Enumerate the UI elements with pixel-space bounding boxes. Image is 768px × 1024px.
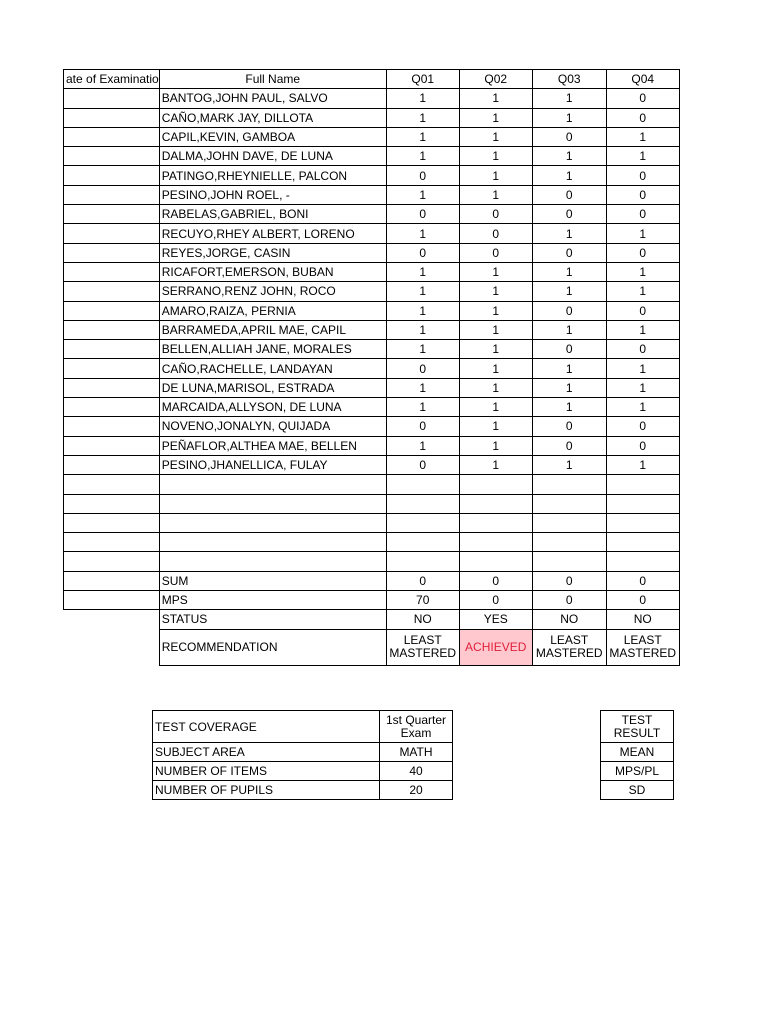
blank-cell (64, 629, 160, 665)
recommendation-q01[interactable]: LEAST MASTERED (386, 629, 459, 665)
header-date[interactable]: ate of Examinatio (64, 70, 160, 89)
student-row (64, 127, 680, 146)
score-q03[interactable]: 1 (532, 147, 606, 166)
cell[interactable] (532, 513, 606, 532)
student-name[interactable]: BARRAMEDA,APRIL MAE, CAPIL (159, 320, 386, 339)
score-q04[interactable]: 0 (606, 185, 679, 204)
student-row (64, 224, 680, 243)
status-q03[interactable]: NO (532, 610, 606, 629)
score-q03[interactable]: 0 (532, 436, 606, 455)
student-name[interactable]: BELLEN,ALLIAH JANE, MORALES (159, 340, 386, 359)
sum-q04[interactable]: 0 (606, 571, 679, 590)
score-q03[interactable]: 1 (532, 359, 606, 378)
score-q04[interactable]: 0 (606, 89, 679, 108)
date-cell[interactable] (64, 243, 160, 262)
date-cell[interactable] (64, 205, 160, 224)
student-row (64, 301, 680, 320)
mps-label[interactable]: MPS (159, 591, 386, 610)
score-q03[interactable]: 1 (532, 262, 606, 281)
empty-row (64, 494, 680, 513)
score-q01[interactable]: 1 (386, 436, 459, 455)
sum-row (64, 571, 680, 590)
student-row (64, 262, 680, 281)
score-q03[interactable]: 0 (532, 243, 606, 262)
score-q02[interactable]: 1 (459, 89, 532, 108)
cell[interactable] (459, 552, 532, 571)
score-q01[interactable]: 1 (386, 301, 459, 320)
date-cell[interactable] (64, 166, 160, 185)
score-q04[interactable]: 1 (606, 455, 679, 474)
student-name[interactable]: AMARO,RAIZA, PERNIA (159, 301, 386, 320)
score-q03[interactable]: 1 (532, 166, 606, 185)
student-name[interactable]: DE LUNA,MARISOL, ESTRADA (159, 378, 386, 397)
student-name[interactable]: RICAFORT,EMERSON, BUBAN (159, 262, 386, 281)
score-q03[interactable]: 1 (532, 378, 606, 397)
score-q02[interactable]: 1 (459, 262, 532, 281)
cell[interactable] (159, 552, 386, 571)
date-cell[interactable] (64, 359, 160, 378)
number-of-items-label[interactable]: NUMBER OF ITEMS (153, 762, 380, 781)
student-row (64, 108, 680, 127)
score-q01[interactable]: 1 (386, 320, 459, 339)
student-row (64, 320, 680, 339)
student-row (64, 455, 680, 474)
score-q02[interactable]: 1 (459, 455, 532, 474)
header-full-name[interactable]: Full Name (159, 70, 386, 89)
student-row (64, 89, 680, 108)
student-name[interactable]: CAÑO,MARK JAY, DILLOTA (159, 108, 386, 127)
student-name[interactable]: PESINO,JOHN ROEL, - (159, 185, 386, 204)
cell[interactable] (386, 494, 459, 513)
date-cell[interactable] (64, 185, 160, 204)
cell[interactable] (459, 513, 532, 532)
mps-row (64, 591, 680, 610)
date-cell[interactable] (64, 262, 160, 281)
result-header-row (601, 711, 674, 743)
date-cell[interactable] (64, 455, 160, 474)
cell[interactable] (606, 533, 679, 552)
status-q04[interactable]: NO (606, 610, 679, 629)
score-q04[interactable]: 1 (606, 224, 679, 243)
cell[interactable] (159, 513, 386, 532)
item-analysis-table (63, 69, 680, 666)
mean-label[interactable]: MEAN (601, 743, 674, 762)
score-q01[interactable]: 1 (386, 108, 459, 127)
test-result-header[interactable]: TEST RESULT (601, 711, 674, 743)
subject-row (153, 743, 453, 762)
cell[interactable] (386, 475, 459, 494)
cell[interactable] (64, 533, 160, 552)
score-q02[interactable]: 1 (459, 282, 532, 301)
student-row (64, 340, 680, 359)
score-q02[interactable]: 0 (459, 205, 532, 224)
score-q03[interactable]: 1 (532, 282, 606, 301)
pupils-row (153, 781, 453, 800)
score-q04[interactable]: 0 (606, 205, 679, 224)
header-q03[interactable]: Q03 (532, 70, 606, 89)
date-cell[interactable] (64, 89, 160, 108)
cell[interactable] (64, 475, 160, 494)
sd-label[interactable]: SD (601, 781, 674, 800)
student-name[interactable]: PESINO,JHANELLICA, FULAY (159, 455, 386, 474)
date-cell[interactable] (64, 378, 160, 397)
score-q03[interactable]: 1 (532, 89, 606, 108)
recommendation-q02[interactable]: ACHIEVED (459, 629, 532, 665)
cell[interactable] (64, 552, 160, 571)
date-cell[interactable] (64, 108, 160, 127)
mps-pl-row (601, 762, 674, 781)
score-q01[interactable]: 0 (386, 243, 459, 262)
score-q04[interactable]: 1 (606, 147, 679, 166)
recommendation-row (64, 629, 680, 665)
student-name[interactable]: RECUYO,RHEY ALBERT, LORENO (159, 224, 386, 243)
subject-area-value[interactable]: MATH (380, 743, 453, 762)
status-label[interactable]: STATUS (159, 610, 386, 629)
score-q02[interactable]: 1 (459, 436, 532, 455)
score-q01[interactable]: 1 (386, 185, 459, 204)
date-cell[interactable] (64, 398, 160, 417)
score-q01[interactable]: 0 (386, 417, 459, 436)
header-q04[interactable]: Q04 (606, 70, 679, 89)
score-q02[interactable]: 1 (459, 398, 532, 417)
date-cell[interactable] (64, 320, 160, 339)
score-q01[interactable]: 1 (386, 378, 459, 397)
cell[interactable] (159, 533, 386, 552)
mean-row (601, 743, 674, 762)
recommendation-label[interactable]: RECOMMENDATION (159, 629, 386, 665)
student-name[interactable]: RABELAS,GABRIEL, BONI (159, 205, 386, 224)
score-q01[interactable]: 1 (386, 127, 459, 146)
score-q01[interactable]: 1 (386, 224, 459, 243)
number-of-items-value[interactable]: 40 (380, 762, 453, 781)
score-q04[interactable]: 1 (606, 127, 679, 146)
cell[interactable] (64, 513, 160, 532)
sum-label[interactable]: SUM (159, 571, 386, 590)
cell[interactable] (606, 475, 679, 494)
student-row (64, 359, 680, 378)
student-name[interactable]: DALMA,JOHN DAVE, DE LUNA (159, 147, 386, 166)
student-row (64, 282, 680, 301)
items-row (153, 762, 453, 781)
header-row (64, 70, 680, 89)
score-q04[interactable]: 0 (606, 301, 679, 320)
date-cell[interactable] (64, 417, 160, 436)
header-q01[interactable]: Q01 (386, 70, 459, 89)
score-q02[interactable]: 1 (459, 127, 532, 146)
score-q03[interactable]: 0 (532, 301, 606, 320)
score-q04[interactable]: 1 (606, 378, 679, 397)
mps-q02[interactable]: 0 (459, 591, 532, 610)
date-cell[interactable] (64, 147, 160, 166)
student-rows (64, 89, 680, 475)
student-name[interactable]: PATINGO,RHEYNIELLE, PALCON (159, 166, 386, 185)
mps-q01[interactable]: 70 (386, 591, 459, 610)
score-q02[interactable]: 1 (459, 320, 532, 339)
score-q02[interactable]: 1 (459, 185, 532, 204)
date-cell[interactable] (64, 282, 160, 301)
mps-pl-label[interactable]: MPS/PL (601, 762, 674, 781)
cell[interactable] (532, 494, 606, 513)
header-q02[interactable]: Q02 (459, 70, 532, 89)
student-name[interactable]: PEÑAFLOR,ALTHEA MAE, BELLEN (159, 436, 386, 455)
student-row (64, 378, 680, 397)
score-q03[interactable]: 0 (532, 340, 606, 359)
test-coverage-value[interactable]: 1st Quarter Exam (380, 711, 453, 743)
student-name[interactable]: SERRANO,RENZ JOHN, ROCO (159, 282, 386, 301)
cell[interactable] (459, 533, 532, 552)
empty-row (64, 552, 680, 571)
status-row (64, 610, 680, 629)
number-of-pupils-value[interactable]: 20 (380, 781, 453, 800)
student-name[interactable]: NOVENO,JONALYN, QUIJADA (159, 417, 386, 436)
score-q01[interactable]: 1 (386, 398, 459, 417)
score-q04[interactable]: 0 (606, 108, 679, 127)
score-q03[interactable]: 1 (532, 224, 606, 243)
date-cell[interactable] (64, 301, 160, 320)
score-q04[interactable]: 0 (606, 243, 679, 262)
sum-q03[interactable]: 0 (532, 571, 606, 590)
status-q01[interactable]: NO (386, 610, 459, 629)
status-q02[interactable]: YES (459, 610, 532, 629)
cell[interactable] (159, 494, 386, 513)
empty-row (64, 513, 680, 532)
score-q04[interactable]: 0 (606, 417, 679, 436)
test-coverage-table (152, 710, 453, 800)
test-result-table (600, 710, 674, 800)
student-row (64, 205, 680, 224)
mps-q04[interactable]: 0 (606, 591, 679, 610)
score-q04[interactable]: 0 (606, 436, 679, 455)
score-q02[interactable]: 1 (459, 301, 532, 320)
cell[interactable] (386, 552, 459, 571)
student-name[interactable]: BANTOG,JOHN PAUL, SALVO (159, 89, 386, 108)
student-row (64, 147, 680, 166)
cell[interactable] (386, 533, 459, 552)
student-name[interactable]: CAÑO,RACHELLE, LANDAYAN (159, 359, 386, 378)
cell[interactable] (64, 591, 160, 610)
score-q01[interactable]: 1 (386, 340, 459, 359)
score-q01[interactable]: 1 (386, 147, 459, 166)
score-q03[interactable]: 0 (532, 185, 606, 204)
number-of-pupils-label[interactable]: NUMBER OF PUPILS (153, 781, 380, 800)
score-q03[interactable]: 1 (532, 398, 606, 417)
cell[interactable] (459, 475, 532, 494)
cell[interactable] (459, 494, 532, 513)
score-q02[interactable]: 1 (459, 378, 532, 397)
score-q01[interactable]: 0 (386, 166, 459, 185)
cell[interactable] (606, 513, 679, 532)
score-q02[interactable]: 1 (459, 359, 532, 378)
score-q04[interactable]: 0 (606, 166, 679, 185)
score-q01[interactable]: 0 (386, 455, 459, 474)
date-cell[interactable] (64, 224, 160, 243)
student-row (64, 436, 680, 455)
test-coverage-label[interactable]: TEST COVERAGE (153, 711, 380, 743)
score-q03[interactable]: 1 (532, 320, 606, 339)
sd-row (601, 781, 674, 800)
cell[interactable] (532, 552, 606, 571)
score-q04[interactable]: 0 (606, 340, 679, 359)
empty-row (64, 533, 680, 552)
student-name[interactable]: REYES,JORGE, CASIN (159, 243, 386, 262)
score-q04[interactable]: 1 (606, 320, 679, 339)
coverage-row (153, 711, 453, 743)
score-q02[interactable]: 0 (459, 224, 532, 243)
student-row (64, 243, 680, 262)
cell[interactable] (159, 475, 386, 494)
recommendation-q04[interactable]: LEAST MASTERED (606, 629, 679, 665)
score-q02[interactable]: 1 (459, 108, 532, 127)
cell[interactable] (532, 475, 606, 494)
score-q03[interactable]: 1 (532, 455, 606, 474)
score-q01[interactable]: 1 (386, 282, 459, 301)
score-q02[interactable]: 1 (459, 147, 532, 166)
blank-cell (64, 610, 160, 629)
score-q02[interactable]: 1 (459, 417, 532, 436)
cell[interactable] (386, 513, 459, 532)
student-name[interactable]: CAPIL,KEVIN, GAMBOA (159, 127, 386, 146)
cell[interactable] (606, 552, 679, 571)
score-q03[interactable]: 1 (532, 108, 606, 127)
mps-q03[interactable]: 0 (532, 591, 606, 610)
score-q01[interactable]: 1 (386, 262, 459, 281)
student-row (64, 417, 680, 436)
sum-q01[interactable]: 0 (386, 571, 459, 590)
date-cell[interactable] (64, 436, 160, 455)
score-q04[interactable]: 1 (606, 282, 679, 301)
date-cell[interactable] (64, 340, 160, 359)
cell[interactable] (64, 494, 160, 513)
student-row (64, 166, 680, 185)
score-q03[interactable]: 0 (532, 417, 606, 436)
score-q04[interactable]: 1 (606, 398, 679, 417)
score-q01[interactable]: 0 (386, 205, 459, 224)
score-q04[interactable]: 1 (606, 262, 679, 281)
sum-q02[interactable]: 0 (459, 571, 532, 590)
recommendation-q03[interactable]: LEAST MASTERED (532, 629, 606, 665)
score-q01[interactable]: 0 (386, 359, 459, 378)
student-name[interactable]: MARCAIDA,ALLYSON, DE LUNA (159, 398, 386, 417)
score-q02[interactable]: 1 (459, 340, 532, 359)
cell[interactable] (532, 533, 606, 552)
cell[interactable] (606, 494, 679, 513)
student-row (64, 185, 680, 204)
score-q03[interactable]: 0 (532, 127, 606, 146)
empty-row (64, 475, 680, 494)
score-q03[interactable]: 0 (532, 205, 606, 224)
score-q01[interactable]: 1 (386, 89, 459, 108)
date-cell[interactable] (64, 127, 160, 146)
student-row (64, 398, 680, 417)
subject-area-label[interactable]: SUBJECT AREA (153, 743, 380, 762)
cell[interactable] (64, 571, 160, 590)
score-q02[interactable]: 1 (459, 166, 532, 185)
score-q02[interactable]: 0 (459, 243, 532, 262)
score-q04[interactable]: 1 (606, 359, 679, 378)
